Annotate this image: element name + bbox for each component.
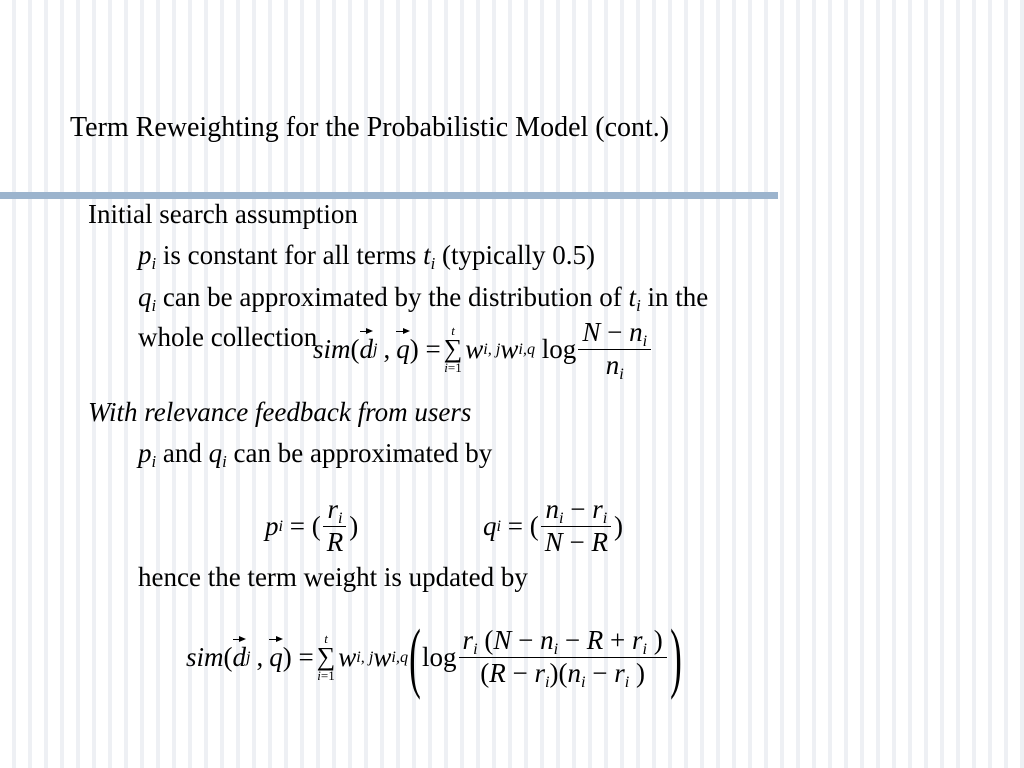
summation-symbol: t ∑ i=1 (443, 323, 463, 375)
var-p: p (138, 438, 152, 468)
sub-i: i (151, 254, 157, 274)
sub-i: i (636, 296, 641, 316)
bullet-whole-collection: whole collection (138, 322, 318, 352)
var-q: q (208, 438, 223, 468)
formula-pi: p i = ( $\frac{r_i}{R}$ ) (265, 494, 359, 557)
formula-qi: q i = ( $\frac{n_i - r_i}{N - R}$ ) (483, 494, 623, 557)
summation-symbol: t ∑ i=1 (316, 631, 336, 683)
var-q: q (138, 282, 152, 312)
formula-sim-initial: sim ( d j , q ) = t ∑ i=1 w i, j w i,q log $\frac{N - n_i}{n_i}$ (313, 318, 653, 380)
text-in-the: in the (640, 282, 709, 312)
text-constant: is constant for all terms (156, 240, 424, 270)
var-t: t (628, 282, 637, 312)
bullet-qi-approx (138, 281, 709, 316)
bullet-hence-updated: hence the term weight is updated by (138, 562, 528, 592)
sub-i: i (430, 254, 436, 274)
slide-title: Term Reweighting for the Probabilistic Model (cont.) (70, 112, 670, 143)
section-heading-feedback: With relevance feedback from users (88, 397, 472, 427)
text-approx: can be approximated by the distribution of (156, 282, 629, 312)
bullet-pi-constant (138, 239, 595, 274)
var-p: p (138, 240, 152, 270)
fraction-idf: $\frac{N - n_i}{n_i}$ (578, 318, 651, 380)
sub-i: i (151, 452, 157, 472)
text-and: and (156, 438, 209, 468)
text-approx-by: can be approximated by (226, 438, 493, 468)
sub-i: i (222, 452, 227, 472)
text-typically: (typically 0.5) (435, 240, 595, 270)
fraction-rsj-weight: $\frac{r_i (N - n_i - R + r_i )}{(R - r_i)(n_i - r_i )}$ (459, 626, 667, 688)
formula-sim-updated: sim ( d j , q ) = t ∑ i=1 w i, j w i,q ( log $\frac{r_i (N - n_i - R + r_i )}{(R - r_i)(n_i - r_i )}$ ) (186, 613, 682, 700)
section-heading-initial: Initial search assumption (88, 199, 358, 229)
bullet-pi-qi-approx (138, 437, 493, 472)
var-t: t (423, 240, 431, 270)
sub-i: i (151, 296, 157, 316)
